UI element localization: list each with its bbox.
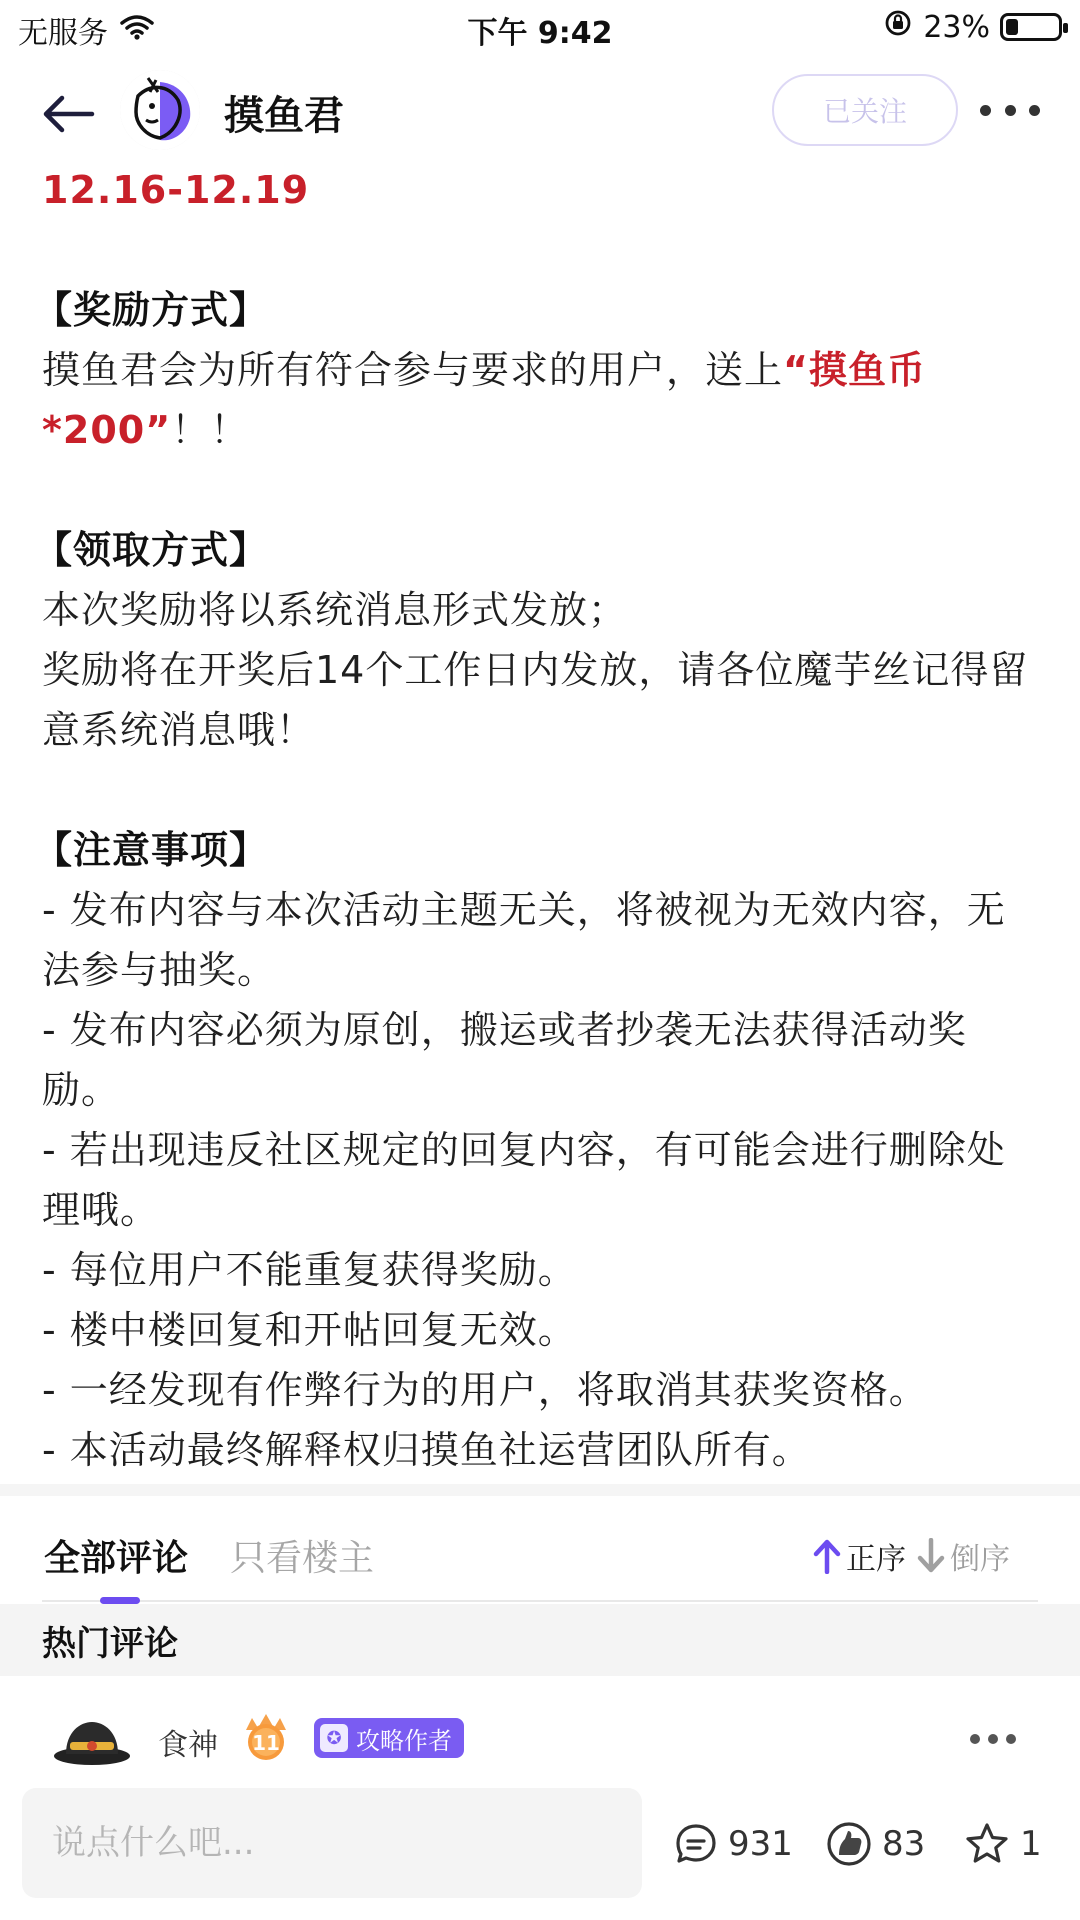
battery-icon <box>1000 13 1062 41</box>
active-tab-indicator <box>100 1597 140 1604</box>
chef-hat-icon <box>52 1712 132 1768</box>
dot-icon <box>980 105 991 116</box>
follow-button[interactable]: 已关注 <box>772 74 958 146</box>
fish-mascot-icon <box>120 70 200 150</box>
note-item: - 楼中楼回复和开帖回复无效。 <box>42 1308 577 1352</box>
comments-count: 931 <box>728 1824 793 1864</box>
note-item: - 发布内容必须为原创，搬运或者抄袭无法获得活动奖励。 <box>42 1008 967 1112</box>
comments-button[interactable] <box>674 1816 793 1872</box>
hot-comments-header <box>0 1604 1080 1676</box>
reward-paragraph <box>42 340 1042 460</box>
guide-author-icon: ✪ <box>320 1724 348 1752</box>
post-header <box>0 60 1080 160</box>
dot-icon <box>1006 1734 1016 1744</box>
dot-icon <box>970 1734 980 1744</box>
comment-item <box>0 1700 1080 1780</box>
reward-text-end: ！！ <box>171 408 250 452</box>
status-right <box>883 8 1062 46</box>
level-badge <box>238 1712 294 1764</box>
stars-count: 1 <box>1020 1824 1042 1864</box>
sort-asc-button[interactable] <box>812 1534 906 1578</box>
note-item: - 本活动最终解释权归摸鱼社运营团队所有。 <box>42 1428 811 1472</box>
role-label: 攻略作者 <box>356 1726 452 1755</box>
sort-desc-label: 倒序 <box>950 1542 1010 1577</box>
sort-asc-label: 正序 <box>846 1542 906 1577</box>
section-divider <box>0 1484 1080 1496</box>
note-item: - 发布内容与本次活动主题无关，将被视为无效内容，无法参与抽奖。 <box>42 888 1006 992</box>
back-button[interactable] <box>36 82 100 146</box>
claim-line: 奖励将在开奖后14个工作日内发放，请各位魔芋丝记得留意系统消息哦！ <box>42 648 1029 752</box>
hot-comments-title: 热门评论 <box>42 1624 178 1664</box>
reward-highlight: “摸鱼币*200” <box>42 348 926 452</box>
star-icon <box>964 1821 1010 1867</box>
arrow-left-icon <box>40 94 96 134</box>
comment-bubble-icon <box>674 1822 718 1866</box>
author-name[interactable]: 摸鱼君 <box>224 93 344 139</box>
arrow-up-icon <box>812 1538 842 1574</box>
claim-heading: 【领取方式】 <box>34 528 269 572</box>
note-item: - 若出现违反社区规定的回复内容，有可能会进行删除处理哦。 <box>42 1128 1006 1232</box>
likes-count: 83 <box>882 1824 926 1864</box>
dot-icon <box>1005 105 1016 116</box>
role-badge <box>314 1718 464 1758</box>
dot-icon <box>1029 105 1040 116</box>
battery-percent: 23% <box>923 9 990 45</box>
status-bar <box>0 0 1080 54</box>
claim-line: 本次奖励将以系统消息形式发放； <box>42 588 628 632</box>
tab-owner-only[interactable]: 只看楼主 <box>230 1538 375 1579</box>
reward-heading: 【奖励方式】 <box>34 288 269 332</box>
status-time: 下午 9:42 <box>467 16 613 51</box>
like-button[interactable] <box>826 1816 925 1872</box>
sort-desc-button[interactable] <box>916 1534 1010 1578</box>
dot-icon <box>988 1734 998 1744</box>
notes-heading: 【注意事项】 <box>34 828 269 872</box>
level-flame-icon <box>238 1712 294 1764</box>
carrier-label: 无服务 <box>18 16 108 51</box>
tab-all-comments[interactable]: 全部评论 <box>44 1538 189 1579</box>
commenter-name[interactable]: 食神 <box>158 1728 218 1763</box>
comment-more-button[interactable] <box>970 1734 1016 1746</box>
bottom-action-bar <box>0 1780 1080 1920</box>
comment-input[interactable] <box>22 1788 642 1898</box>
thumbs-up-icon <box>826 1821 872 1867</box>
post-body <box>34 160 1042 1480</box>
author-avatar[interactable] <box>120 70 200 150</box>
level-number: 11 <box>252 1731 280 1755</box>
reward-text: 摸鱼君会为所有符合参与要求的用户，送上 <box>42 348 784 392</box>
more-options-button[interactable] <box>980 88 1040 132</box>
date-range: 12.16-12.19 <box>42 168 310 212</box>
note-item: - 每位用户不能重复获得奖励。 <box>42 1248 577 1292</box>
comment-tabs <box>42 1516 1038 1602</box>
note-item: - 一经发现有作弊行为的用户，将取消其获奖资格。 <box>42 1368 928 1412</box>
orientation-lock-icon <box>883 8 913 46</box>
favorite-button[interactable] <box>964 1816 1042 1872</box>
commenter-avatar[interactable] <box>52 1712 132 1768</box>
arrow-down-icon <box>916 1538 946 1574</box>
